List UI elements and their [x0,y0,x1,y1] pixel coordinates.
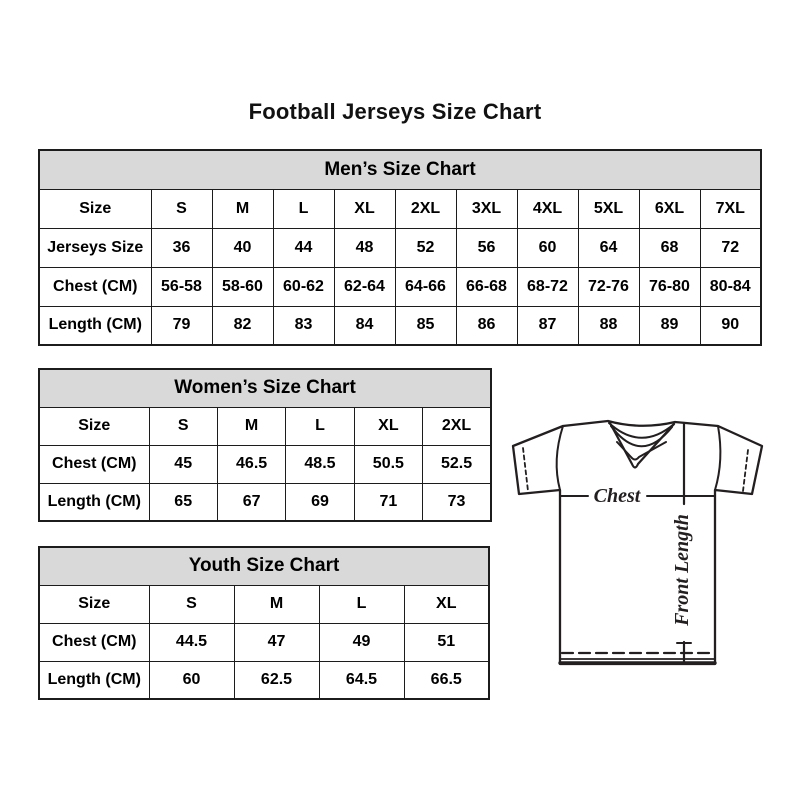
size-column-header: S [149,407,217,445]
size-value-cell: 62.5 [234,661,319,699]
size-value-cell: 40 [212,228,273,267]
size-column-header: M [217,407,285,445]
size-value-cell: 72-76 [578,267,639,306]
size-column-header: 5XL [578,189,639,228]
size-value-cell: 48.5 [286,445,354,483]
row-label: Chest (CM) [39,623,149,661]
size-column-header: M [234,585,319,623]
size-column-header: 7XL [700,189,761,228]
row-label: Size [39,407,149,445]
size-value-cell: 46.5 [217,445,285,483]
size-column-header: 6XL [639,189,700,228]
size-value-cell: 86 [456,306,517,345]
size-value-cell: 88 [578,306,639,345]
size-value-cell: 67 [217,483,285,521]
size-value-cell: 36 [151,228,212,267]
size-value-cell: 56 [456,228,517,267]
size-value-cell: 52 [395,228,456,267]
size-value-cell: 71 [354,483,422,521]
size-value-cell: 45 [149,445,217,483]
size-column-header: L [286,407,354,445]
size-value-cell: 58-60 [212,267,273,306]
size-value-cell: 64.5 [319,661,404,699]
womens-size-table [38,368,492,522]
size-column-header: XL [334,189,395,228]
size-value-cell: 64-66 [395,267,456,306]
size-value-cell: 72 [700,228,761,267]
size-column-header: 4XL [517,189,578,228]
size-value-cell: 51 [404,623,489,661]
size-column-header: M [212,189,273,228]
size-value-cell: 64 [578,228,639,267]
size-value-cell: 60 [149,661,234,699]
size-value-cell: 83 [273,306,334,345]
row-label: Chest (CM) [39,267,151,306]
collar-v-inner-line [617,442,666,460]
size-value-cell: 52.5 [423,445,491,483]
page-title: Football Jerseys Size Chart [248,99,542,124]
size-value-cell: 90 [700,306,761,345]
size-column-header: S [151,189,212,228]
left-sleeve-seam [557,426,563,490]
jersey-measurement-diagram [496,396,781,681]
size-column-header: XL [404,585,489,623]
row-label: Length (CM) [39,306,151,345]
row-label: Chest (CM) [39,445,149,483]
size-value-cell: 50.5 [354,445,422,483]
size-value-cell: 79 [151,306,212,345]
row-label: Size [39,189,151,228]
size-value-cell: 84 [334,306,395,345]
size-value-cell: 89 [639,306,700,345]
womens-table-title: Women’s Size Chart [39,369,491,407]
right-sleeve-seam [715,426,720,490]
size-value-cell: 49 [319,623,404,661]
size-column-header: 2XL [395,189,456,228]
size-value-cell: 66.5 [404,661,489,699]
row-label: Length (CM) [39,661,149,699]
size-value-cell: 82 [212,306,273,345]
mens-size-table [38,149,762,346]
size-value-cell: 60 [517,228,578,267]
mens-table-title: Men’s Size Chart [39,150,761,189]
size-value-cell: 80-84 [700,267,761,306]
size-value-cell: 66-68 [456,267,517,306]
row-label: Jerseys Size [39,228,151,267]
size-column-header: L [273,189,334,228]
size-value-cell: 76-80 [639,267,700,306]
chest-measure-label: Chest [593,485,641,507]
size-value-cell: 68 [639,228,700,267]
size-column-header: L [319,585,404,623]
size-column-header: 3XL [456,189,517,228]
size-value-cell: 73 [423,483,491,521]
row-label: Size [39,585,149,623]
youth-size-table [38,546,490,700]
size-value-cell: 85 [395,306,456,345]
size-column-header: 2XL [423,407,491,445]
size-value-cell: 44 [273,228,334,267]
size-column-header: S [149,585,234,623]
size-value-cell: 87 [517,306,578,345]
right-cuff-stitch-dashed [743,450,748,491]
front-length-measure-label: Front Length [671,514,693,626]
size-value-cell: 62-64 [334,267,395,306]
size-value-cell: 68-72 [517,267,578,306]
youth-table-title: Youth Size Chart [39,547,489,585]
size-value-cell: 60-62 [273,267,334,306]
left-cuff-stitch-dashed [523,448,528,491]
size-column-header: XL [354,407,422,445]
size-value-cell: 65 [149,483,217,521]
size-value-cell: 44.5 [149,623,234,661]
size-value-cell: 69 [286,483,354,521]
size-value-cell: 56-58 [151,267,212,306]
size-value-cell: 48 [334,228,395,267]
size-value-cell: 47 [234,623,319,661]
row-label: Length (CM) [39,483,149,521]
